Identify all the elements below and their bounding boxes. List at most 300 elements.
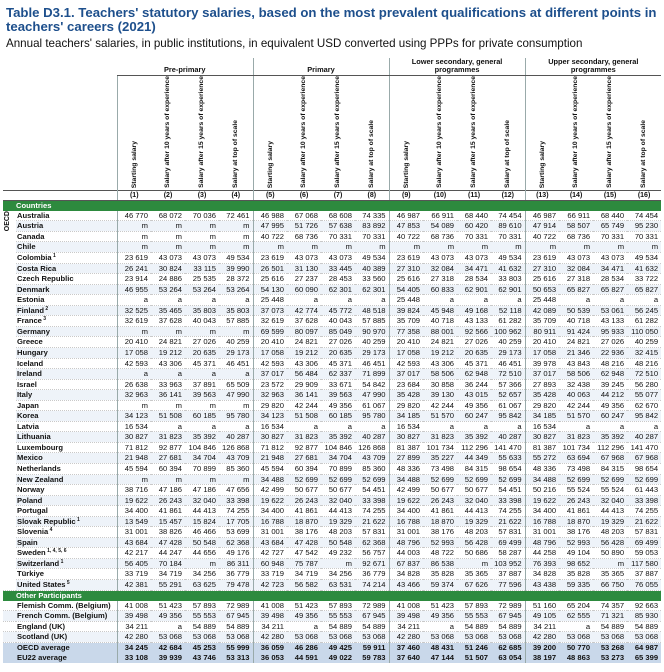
table-cell: 38 826 xyxy=(151,527,185,538)
table-cell: 16 534 xyxy=(117,421,151,432)
table-cell: 62 948 xyxy=(593,369,627,380)
table-cell: 43 709 xyxy=(219,453,253,464)
row-label-text: Scotland (UK) xyxy=(17,632,68,642)
row-label-text: Lithuania xyxy=(17,432,51,442)
column-number: (9) xyxy=(389,190,423,200)
column-header xyxy=(423,76,457,191)
table-row xyxy=(3,548,661,559)
table-cell: 32 438 xyxy=(559,379,593,390)
table-cell: 37 017 xyxy=(389,369,423,380)
table-cell: m xyxy=(117,400,151,411)
table-cell: 68 440 xyxy=(457,211,491,221)
table-cell: 88 001 xyxy=(423,326,457,337)
salary-table xyxy=(3,58,661,663)
column-header-label: Starting salary xyxy=(266,140,274,188)
table-cell: 43 306 xyxy=(151,358,185,369)
footnote-marker: 1, 4, 5, 6 xyxy=(45,548,67,555)
row-label-text: Sweden xyxy=(17,548,46,558)
table-cell: 101 734 xyxy=(559,442,593,453)
table-cell: 50 890 xyxy=(593,548,627,559)
table-cell: 37 640 xyxy=(389,653,423,663)
table-cell: 53 068 xyxy=(627,632,661,643)
table-row xyxy=(3,432,661,443)
table-cell: 34 245 xyxy=(117,642,151,653)
table-cell: 55 272 xyxy=(525,453,559,464)
table-cell: 56 484 xyxy=(287,369,321,380)
table-cell: 53 313 xyxy=(219,653,253,663)
table-cell: 33 108 xyxy=(117,653,151,663)
table-cell: 98 652 xyxy=(559,558,593,569)
row-label-text: Iceland xyxy=(17,358,44,368)
table-cell: 35 828 xyxy=(559,569,593,580)
table-cell: 60 420 xyxy=(457,221,491,232)
column-header-label: Salary after 10 years of experience xyxy=(300,76,308,188)
table-cell: 15 457 xyxy=(151,516,185,527)
table-cell: 34 400 xyxy=(389,506,423,517)
row-label xyxy=(16,274,117,285)
row-label-text: New Zealand xyxy=(17,474,64,484)
table-cell: 27 681 xyxy=(287,453,321,464)
row-label-text: Mexico xyxy=(17,453,43,463)
table-cell: 21 622 xyxy=(627,516,661,527)
table-cell: 44 591 xyxy=(287,653,321,663)
table-cell: 74 214 xyxy=(355,579,389,590)
table-cell: 35 709 xyxy=(389,316,423,327)
table-cell: 20 410 xyxy=(117,337,151,348)
table-cell: 33 560 xyxy=(355,274,389,285)
table-cell: a xyxy=(559,621,593,632)
table-cell: 48 336 xyxy=(389,463,423,474)
table-row xyxy=(3,558,661,569)
footnote-marker: 1 xyxy=(59,558,64,565)
table-cell: m xyxy=(117,231,151,242)
column-header xyxy=(117,76,151,191)
table-cell: 40 259 xyxy=(491,337,525,348)
table-cell: 42 244 xyxy=(559,400,593,411)
table-cell: 43 015 xyxy=(457,390,491,401)
table-cell: 51 570 xyxy=(423,411,457,422)
table-cell: 46 286 xyxy=(287,642,321,653)
table-cell: 43 843 xyxy=(559,358,593,369)
table-cell: 59 335 xyxy=(559,579,593,590)
table-cell: 92 877 xyxy=(287,442,321,453)
table-cell: a xyxy=(457,421,491,432)
table-cell: m xyxy=(457,558,491,569)
table-cell: 68 072 xyxy=(151,211,185,221)
table-cell: 34 123 xyxy=(253,411,287,422)
row-label xyxy=(16,379,117,390)
footnote-marker: 4 xyxy=(48,527,53,534)
table-cell: a xyxy=(185,421,219,432)
table-cell: 46 451 xyxy=(491,358,525,369)
table-cell: 70 331 xyxy=(321,231,355,242)
table-cell: 34 704 xyxy=(185,453,219,464)
row-label xyxy=(16,632,117,643)
row-label-text: Chile xyxy=(17,242,36,252)
table-cell: 67 626 xyxy=(457,579,491,590)
table-cell: 58 506 xyxy=(559,369,593,380)
row-label xyxy=(16,474,117,485)
table-row xyxy=(3,369,661,380)
table-cell: a xyxy=(151,621,185,632)
table-cell: m xyxy=(219,221,253,232)
column-number: (13) xyxy=(525,190,559,200)
table-cell: 43 073 xyxy=(151,253,185,264)
table-cell: a xyxy=(423,421,457,432)
table-cell: 39 978 xyxy=(525,358,559,369)
table-cell: 63 625 xyxy=(185,579,219,590)
table-cell: 42 774 xyxy=(287,305,321,316)
row-label-text: Türkiye xyxy=(17,569,45,579)
row-label xyxy=(16,642,117,653)
table-cell: 34 185 xyxy=(389,411,423,422)
row-label-text: Slovak Republic xyxy=(17,516,76,526)
table-cell: 27 318 xyxy=(559,274,593,285)
row-label xyxy=(16,411,117,422)
table-cell: 53 068 xyxy=(457,632,491,643)
table-cell: a xyxy=(355,295,389,306)
table-cell: 31 823 xyxy=(151,432,185,443)
table-cell: 40 287 xyxy=(355,432,389,443)
column-header xyxy=(491,76,525,191)
table-cell: 65 204 xyxy=(559,601,593,611)
table-cell: 59 911 xyxy=(355,642,389,653)
table-cell: 41 008 xyxy=(117,601,151,611)
table-cell: 33 963 xyxy=(151,379,185,390)
table-cell: 36 141 xyxy=(151,390,185,401)
table-row xyxy=(3,579,661,590)
table-cell: 28 534 xyxy=(457,274,491,285)
table-cell: 42 089 xyxy=(525,305,559,316)
table-cell: a xyxy=(287,621,321,632)
table-cell: 53 068 xyxy=(593,632,627,643)
section-countries-label: Countries xyxy=(16,200,661,211)
table-cell: m xyxy=(559,242,593,253)
table-cell: 95 780 xyxy=(355,411,389,422)
table-cell: 35 227 xyxy=(423,453,457,464)
table-cell: 36 244 xyxy=(457,379,491,390)
column-number: (7) xyxy=(321,190,355,200)
table-cell: 33 398 xyxy=(491,495,525,506)
table-cell: a xyxy=(627,295,661,306)
table-cell: 50 686 xyxy=(457,548,491,559)
column-header xyxy=(151,76,185,191)
table-cell: 25 448 xyxy=(389,295,423,306)
table-cell: 70 331 xyxy=(355,231,389,242)
table-cell: 33 722 xyxy=(627,274,661,285)
table-cell: 36 779 xyxy=(355,569,389,580)
table-cell: 92 566 xyxy=(457,326,491,337)
table-cell: 19 329 xyxy=(593,516,627,527)
table-cell: 47 186 xyxy=(185,485,219,496)
table-cell: 104 846 xyxy=(321,442,355,453)
table-cell: 19 212 xyxy=(423,347,457,358)
column-number: (6) xyxy=(287,190,321,200)
table-cell: 51 726 xyxy=(287,221,321,232)
table-row xyxy=(3,453,661,464)
table-cell: a xyxy=(219,369,253,380)
table-cell: 41 632 xyxy=(491,263,525,274)
table-cell: 51 508 xyxy=(287,411,321,422)
table-cell: 47 186 xyxy=(151,485,185,496)
column-header xyxy=(559,76,593,191)
table-cell: 70 331 xyxy=(457,231,491,242)
table-cell: 29 820 xyxy=(525,400,559,411)
table-cell: 92 877 xyxy=(151,442,185,453)
table-cell: a xyxy=(593,421,627,432)
table-cell: 91 424 xyxy=(559,326,593,337)
row-label-text: Greece xyxy=(17,337,43,347)
table-cell: 52 699 xyxy=(423,474,457,485)
table-cell: 57 366 xyxy=(491,379,525,390)
table-cell: 44 413 xyxy=(593,506,627,517)
table-cell: 29 909 xyxy=(287,379,321,390)
table-cell: 54 889 xyxy=(593,621,627,632)
table-cell: 40 259 xyxy=(219,337,253,348)
table-cell: 51 423 xyxy=(287,601,321,611)
table-row xyxy=(3,516,661,527)
table-cell: 20 635 xyxy=(321,347,355,358)
table-cell: m xyxy=(117,326,151,337)
table-cell: 21 622 xyxy=(355,516,389,527)
table-cell: 71 812 xyxy=(117,442,151,453)
table-cell: 56 280 xyxy=(627,379,661,390)
table-cell: 57 831 xyxy=(627,527,661,538)
table-cell: m xyxy=(491,242,525,253)
table-cell: a xyxy=(491,295,525,306)
table-cell: 32 040 xyxy=(457,495,491,506)
table-cell: 18 870 xyxy=(287,516,321,527)
row-label-text: Denmark xyxy=(17,284,50,294)
table-cell: 40 287 xyxy=(219,432,253,443)
table-row xyxy=(3,506,661,517)
table-cell: 23 619 xyxy=(525,253,559,264)
table-cell: 62 337 xyxy=(321,369,355,380)
table-cell: 35 392 xyxy=(457,432,491,443)
table-cell: 54 130 xyxy=(253,284,287,295)
table-cell: 27 899 xyxy=(389,453,423,464)
table-cell: m xyxy=(627,242,661,253)
column-header-label: Starting salary xyxy=(538,140,546,188)
table-cell: 74 454 xyxy=(627,211,661,221)
row-label xyxy=(16,485,117,496)
table-cell: 25 616 xyxy=(253,274,287,285)
table-cell: 61 282 xyxy=(491,316,525,327)
table-cell: 52 657 xyxy=(491,390,525,401)
table-cell: 43 073 xyxy=(423,253,457,264)
table-row xyxy=(3,611,661,622)
table-cell: 74 454 xyxy=(491,211,525,221)
row-label xyxy=(16,527,117,538)
row-label xyxy=(16,558,117,569)
table-cell: 48 203 xyxy=(593,527,627,538)
table-cell: 49 356 xyxy=(287,611,321,622)
table-cell: 47 995 xyxy=(253,221,287,232)
table-cell: 84 315 xyxy=(457,463,491,474)
table-cell: 103 952 xyxy=(491,558,525,569)
table-cell: 72 461 xyxy=(219,211,253,221)
table-cell: 49 356 xyxy=(423,611,457,622)
table-cell: 30 824 xyxy=(151,263,185,274)
table-cell: 27 237 xyxy=(287,274,321,285)
table-cell: 21 622 xyxy=(491,516,525,527)
table-cell: 39 130 xyxy=(423,390,457,401)
table-cell: 43 073 xyxy=(185,253,219,264)
table-cell: 44 247 xyxy=(151,548,185,559)
column-header xyxy=(355,76,389,191)
table-cell: 47 914 xyxy=(525,221,559,232)
table-cell: 70 331 xyxy=(491,231,525,242)
table-row xyxy=(3,242,661,253)
table-cell: 45 253 xyxy=(185,642,219,653)
table-cell: 63 531 xyxy=(321,579,355,590)
table-cell: a xyxy=(151,369,185,380)
table-row xyxy=(3,601,661,611)
table-cell: 34 488 xyxy=(253,474,287,485)
table-cell: 48 863 xyxy=(559,653,593,663)
table-cell: m xyxy=(457,242,491,253)
table-cell: 44 413 xyxy=(457,506,491,517)
table-cell: 48 216 xyxy=(593,358,627,369)
table-cell: 27 026 xyxy=(185,337,219,348)
table-cell: 28 372 xyxy=(219,274,253,285)
table-cell: 39 498 xyxy=(389,611,423,622)
table-row xyxy=(3,527,661,538)
table-row xyxy=(3,253,661,264)
table-cell: 44 413 xyxy=(321,506,355,517)
table-cell: 49 356 xyxy=(457,400,491,411)
table-cell: 40 718 xyxy=(559,316,593,327)
table-cell: 29 173 xyxy=(491,347,525,358)
table-cell: 24 886 xyxy=(151,274,185,285)
table-cell: 50 677 xyxy=(457,485,491,496)
table-cell: 80 097 xyxy=(287,326,321,337)
table-cell: 44 258 xyxy=(525,548,559,559)
table-cell: 48 336 xyxy=(525,463,559,474)
table-cell: 34 211 xyxy=(525,621,559,632)
table-cell: 52 699 xyxy=(355,474,389,485)
table-cell: 42 280 xyxy=(525,632,559,643)
row-label-text: Switzerland xyxy=(17,558,60,568)
table-cell: 52 699 xyxy=(627,474,661,485)
table-cell: 45 948 xyxy=(423,305,457,316)
table-cell: 41 008 xyxy=(253,601,287,611)
table-cell: a xyxy=(423,295,457,306)
table-cell: 30 827 xyxy=(525,432,559,443)
table-cell: 55 633 xyxy=(491,453,525,464)
table-cell: a xyxy=(185,295,219,306)
table-cell: 70 899 xyxy=(185,463,219,474)
table-cell: 90 970 xyxy=(355,326,389,337)
table-cell: 33 719 xyxy=(253,569,287,580)
table-cell: 62 685 xyxy=(491,642,525,653)
table-cell: 15 824 xyxy=(185,516,219,527)
table-cell: 39 498 xyxy=(253,611,287,622)
table-cell: 16 534 xyxy=(253,421,287,432)
table-row xyxy=(3,421,661,432)
row-label-text: Finland xyxy=(17,305,44,315)
table-cell: 17 058 xyxy=(389,347,423,358)
table-cell: a xyxy=(355,421,389,432)
table-cell: 141 470 xyxy=(627,442,661,453)
table-cell: 26 243 xyxy=(559,495,593,506)
table-cell: 38 176 xyxy=(287,527,321,538)
table-cell: m xyxy=(593,558,627,569)
table-cell: 50 677 xyxy=(321,485,355,496)
footnote-marker: 5 xyxy=(65,579,70,586)
table-cell: 53 268 xyxy=(593,642,627,653)
table-cell: 52 993 xyxy=(559,537,593,548)
table-cell: 60 247 xyxy=(593,411,627,422)
row-label-text: Spain xyxy=(17,537,38,547)
table-cell: 27 026 xyxy=(593,337,627,348)
table-cell: 42 280 xyxy=(253,632,287,643)
table-cell: 55 553 xyxy=(185,611,219,622)
table-cell: 41 861 xyxy=(559,506,593,517)
table-cell: 98 654 xyxy=(491,463,525,474)
table-cell: 112 296 xyxy=(457,442,491,453)
table-cell: 46 988 xyxy=(253,211,287,221)
table-cell: 20 410 xyxy=(525,337,559,348)
table-row xyxy=(3,537,661,548)
row-label-text: Costa Rica xyxy=(17,263,57,273)
table-cell: 45 371 xyxy=(321,358,355,369)
column-header-label: Salary after 10 years of experience xyxy=(572,76,580,188)
table-cell: 70 184 xyxy=(151,558,185,569)
table-cell: 43 709 xyxy=(355,453,389,464)
table-row xyxy=(3,495,661,506)
table-cell: 34 471 xyxy=(593,263,627,274)
table-cell: 95 842 xyxy=(627,411,661,422)
row-label xyxy=(16,579,117,590)
table-cell: 45 594 xyxy=(117,463,151,474)
table-cell: 42 280 xyxy=(117,632,151,643)
table-cell: 53 264 xyxy=(151,284,185,295)
table-cell: 53 273 xyxy=(593,653,627,663)
table-cell: m xyxy=(219,231,253,242)
row-label-text: Slovenia xyxy=(17,527,49,537)
table-cell: 34 400 xyxy=(117,506,151,517)
table-cell: 60 833 xyxy=(423,284,457,295)
table-cell: a xyxy=(627,421,661,432)
table-cell: 46 451 xyxy=(355,358,389,369)
column-header-label: Starting salary xyxy=(402,140,410,188)
table-cell: 60 948 xyxy=(253,558,287,569)
table-cell: 42 499 xyxy=(253,485,287,496)
table-cell: 26 241 xyxy=(117,263,151,274)
table-cell: 34 211 xyxy=(117,621,151,632)
column-header xyxy=(627,76,661,191)
table-cell: 42 593 xyxy=(253,358,287,369)
table-cell: 40 063 xyxy=(559,390,593,401)
table-cell: 85 360 xyxy=(355,463,389,474)
table-cell: 62 948 xyxy=(457,369,491,380)
row-label xyxy=(16,653,117,663)
table-cell: 43 133 xyxy=(457,316,491,327)
table-cell: 51 507 xyxy=(457,653,491,663)
table-cell: 46 955 xyxy=(117,284,151,295)
row-label xyxy=(16,442,117,453)
column-header xyxy=(593,76,627,191)
table-cell: m xyxy=(321,558,355,569)
table-cell: 29 173 xyxy=(355,347,389,358)
table-cell: 31 823 xyxy=(423,432,457,443)
table-cell: 37 887 xyxy=(627,569,661,580)
table-cell: 53 068 xyxy=(185,632,219,643)
table-cell: 17 058 xyxy=(253,347,287,358)
table-cell: 67 945 xyxy=(355,611,389,622)
table-cell: 62 368 xyxy=(219,537,253,548)
